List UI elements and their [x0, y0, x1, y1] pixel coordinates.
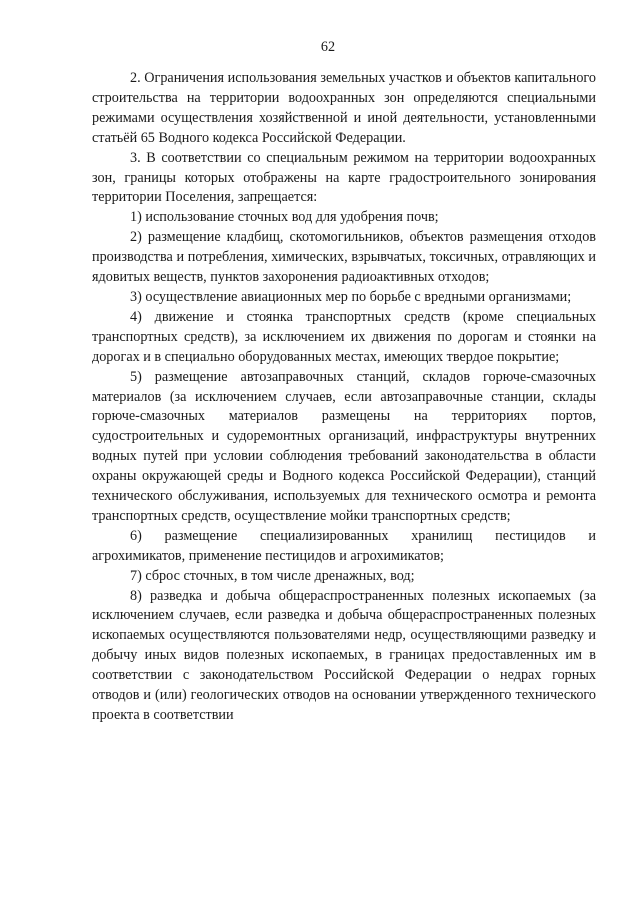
paragraph-prohibitions-intro: 3. В соответствии со специальным режимом на территории водоохранных зон, границы которых отображены на карте градостроительного зонирования территории Поселения, запрещается:: [92, 149, 596, 206]
list-item-1: 1) использование сточных вод для удобрения почв;: [130, 209, 439, 226]
body-text: [92, 69, 596, 726]
list-item-2: 2) размещение кладбищ, скотомогильников, объектов размещения отходов производства и потребления, химических, взрывчатых, токсичных, отравляющих и ядовитых веществ, пунктов захоронения радиоактивных отходов;: [92, 229, 596, 286]
list-item-5: 5) размещение автозаправочных станций, складов горюче-смазочных материалов (за исключением случаев, если автозаправочные станции, склады горюче-смазочных материалов размещены на территориях портов, судостроительных и судоремонтных организаций, инфраструктуры внутренних водных путей при условии соблюдения требований законодательства в области охраны окружающей среды и Водного кодекса Российской Федерации), станций технического обслуживания, используемых для технического осмотра и ремонта транспортных средств, осуществление мойки транспортных средств;: [92, 368, 596, 524]
paragraph-restrictions-intro: 2. Ограничения использования земельных участков и объектов капитального строительства на территории водоохранных зон определяются специальными режимами осуществления хозяйственной и иной деятельности, установленными статьёй 65 Водного кодекса Российской Федерации.: [92, 70, 596, 146]
list-item-8: 8) разведка и добыча общераспространенных полезных ископаемых (за исключением случаев, если разведка и добыча общераспространенных полезных ископаемых осуществляются пользователями недр, осуществляющими разведку и добычу иных видов полезных ископаемых, в границах предоставленных им в соответствии с законодательством Российской Федерации о недрах горных отводов и (или) геологических отводов на основании утвержденного технического проекта в соответствии: [92, 587, 596, 723]
list-item-4: 4) движение и стоянка транспортных средств (кроме специальных транспортных средств), за исключением их движения по дорогам и стоянки на дорогах и в специально оборудованных местах, имеющих твердое покрытие;: [92, 308, 596, 365]
list-item-7: 7) сброс сточных, в том числе дренажных, вод;: [130, 567, 415, 584]
list-item-3: 3) осуществление авиационных мер по борьбе с вредными организмами;: [130, 288, 572, 305]
page-number: 62: [320, 39, 336, 55]
list-item-6: 6) размещение специализированных хранилищ пестицидов и агрохимикатов, применение пестицидов и агрохимикатов;: [92, 527, 596, 564]
